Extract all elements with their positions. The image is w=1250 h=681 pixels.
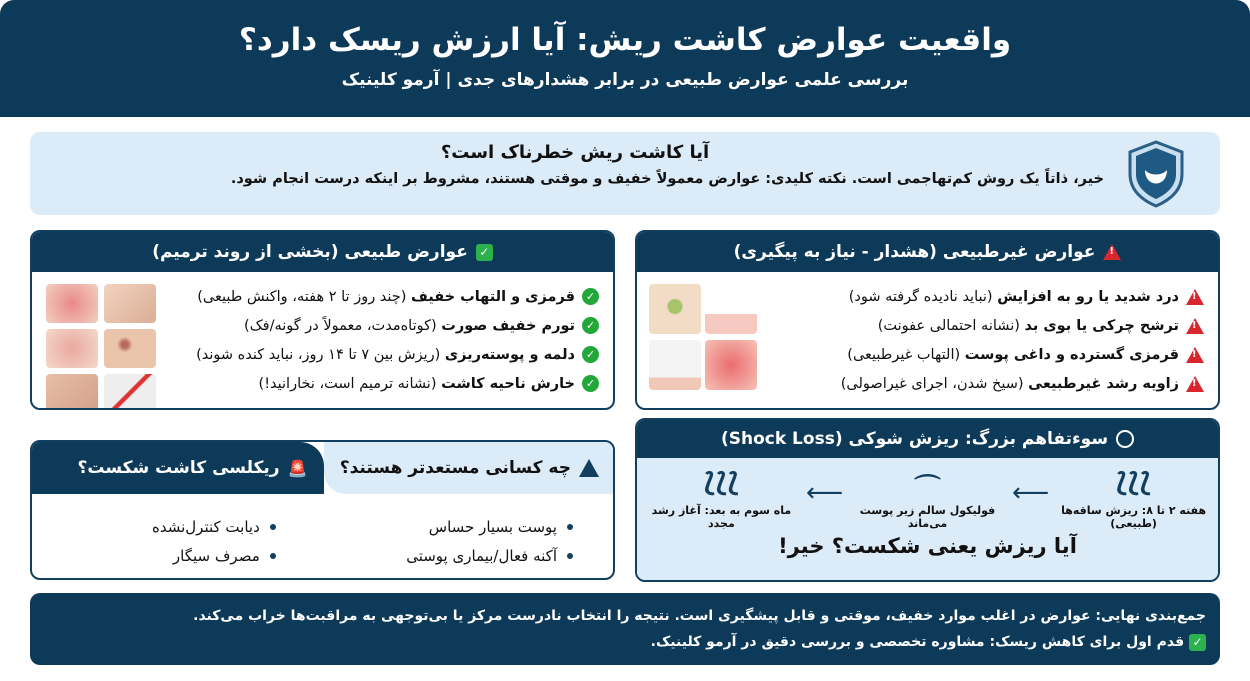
page-title: واقعیت عوارض کاشت ریش: آیا ارزش ریسک دارد؟ bbox=[238, 22, 1012, 58]
item-bold: دلمه و پوسته‌ریزی bbox=[444, 346, 575, 363]
warning-icon bbox=[1186, 289, 1204, 305]
item-text: مصرف سیگار bbox=[172, 546, 260, 565]
shock-title: سوءتفاهم بزرگ: ریزش شوکی (Shock Loss) bbox=[720, 429, 1109, 449]
hair-shedding-icon: ⟆⟆⟆ bbox=[1115, 468, 1152, 498]
item-detail: (التهاب غیرطبیعی) bbox=[847, 346, 965, 363]
list-item bbox=[152, 541, 276, 570]
arrow-icon: ⟵ bbox=[805, 478, 844, 508]
ingrown-hair-illustration bbox=[649, 340, 701, 390]
item-bold: قرمزی گسترده و داغی پوست bbox=[964, 346, 1179, 363]
footer-summary bbox=[30, 593, 1220, 665]
clock-icon bbox=[1116, 430, 1134, 448]
item-detail: (نشانه احتمالی عفونت) bbox=[877, 317, 1025, 334]
check-icon: ✓ bbox=[582, 317, 599, 334]
risk-groups-panel bbox=[30, 440, 615, 580]
risk-title-right: چه کسانی مستعدتر هستند؟ bbox=[339, 458, 571, 478]
check-icon: ✓ bbox=[582, 346, 599, 363]
intro-box bbox=[30, 132, 1220, 215]
intro-answer: خیر، ذاتاً یک روش کم‌تهاجمی است. نکته کلیدی: عوارض معمولاً خفیف و موقتی هستند، مشروط بر اینکه درست انجام شود. bbox=[230, 171, 1104, 187]
risk-list-left bbox=[152, 512, 276, 570]
follicle-icon: ⌒ bbox=[914, 474, 941, 504]
step-regrowth bbox=[637, 468, 806, 530]
swelling-photo bbox=[46, 329, 98, 368]
check-box-icon: ✓ bbox=[476, 244, 493, 261]
shield-beard-icon bbox=[1126, 140, 1186, 208]
step-label: ماه سوم به بعد: آغاز رشد مجدد bbox=[651, 504, 792, 530]
risk-list-right bbox=[406, 512, 573, 570]
page-subtitle: بررسی علمی عوارض طبیعی در برابر هشدارهای جدی | آرمو کلینیک bbox=[341, 70, 909, 90]
warning-illustrations bbox=[651, 284, 757, 390]
redness-photo bbox=[46, 284, 98, 323]
warning-icon bbox=[1103, 244, 1121, 260]
natural-title: عوارض طبیعی (بخشی از روند ترمیم) bbox=[152, 242, 468, 262]
summary-text: جمع‌بندی نهایی: عوارض در اغلب موارد خفیف، موقتی و قابل پیشگیری است. نتیجه را انتخاب نادرست مرکز یا بی‌توجهی به مراقبت‌ها خراب می‌کند. bbox=[193, 608, 1206, 624]
step-follicle bbox=[843, 468, 1012, 530]
face-photo bbox=[104, 284, 156, 323]
list-item bbox=[406, 541, 573, 570]
item-bold: درد شدید یا رو به افزایش bbox=[997, 288, 1179, 305]
step-label: هفته ۲ تا ۸: ریزش ساقه‌ها (طبیعی) bbox=[1061, 504, 1207, 530]
no-scratch-icon bbox=[104, 374, 156, 410]
item-detail: (چند روز تا ۲ هفته، واکنش طبیعی) bbox=[197, 288, 412, 305]
item-bold: ترشح چرکی یا بوی بد bbox=[1024, 317, 1179, 334]
skin-photos bbox=[46, 284, 156, 410]
shock-conclusion: آیا ریزش یعنی شکست؟ خیر! bbox=[778, 534, 1077, 558]
list-item bbox=[406, 512, 573, 541]
step-shedding bbox=[1049, 468, 1218, 530]
hair-regrowth-icon: ⟆⟆⟆ bbox=[703, 468, 740, 498]
abnormal-title: عوارض غیرطبیعی (هشدار - نیاز به پیگیری) bbox=[733, 242, 1096, 262]
abnormal-effects-panel bbox=[635, 230, 1220, 410]
item-bold: قرمزی و التهاب خفیف bbox=[411, 288, 575, 305]
check-box-icon: ✓ bbox=[1189, 634, 1206, 651]
shock-loss-panel bbox=[635, 418, 1220, 582]
item-bold: خارش ناحیه کاشت bbox=[441, 375, 575, 392]
check-icon: ✓ bbox=[582, 288, 599, 305]
redness-illustration bbox=[705, 340, 757, 390]
siren-icon: 🚨 bbox=[287, 458, 308, 478]
arrow-icon: ⟵ bbox=[1011, 478, 1050, 508]
item-bold: تورم خفیف صورت bbox=[441, 317, 575, 334]
item-detail: (ریزش بین ۷ تا ۱۴ روز، نباید کنده شوند) bbox=[196, 346, 445, 363]
step-label: فولیکول سالم زیر پوست می‌ماند bbox=[859, 504, 996, 530]
risk-title-left: ریکلسی کاشت شکست؟ bbox=[77, 458, 280, 478]
warning-icon bbox=[1186, 318, 1204, 334]
pus-drop-illustration bbox=[649, 284, 701, 334]
scab-photo bbox=[104, 329, 156, 368]
item-bold: زاویه رشد غیرطبیعی bbox=[1028, 375, 1179, 392]
warning-icon bbox=[579, 459, 599, 477]
crust-photo bbox=[46, 374, 98, 410]
pain-follicle-illustration bbox=[705, 284, 757, 334]
item-text: آکنه فعال/بیماری پوستی bbox=[406, 546, 557, 565]
item-detail: (کوتاه‌مدت، معمولاً در گونه/فک) bbox=[244, 317, 442, 334]
warning-icon bbox=[1186, 376, 1204, 392]
item-detail: (سیخ شدن، اجرای غیراصولی) bbox=[840, 375, 1029, 392]
cta-text: قدم اول برای کاهش ریسک: مشاوره تخصصی و بررسی دقیق در آرمو کلینیک. bbox=[650, 634, 1185, 650]
header-banner bbox=[0, 0, 1250, 117]
intro-question: آیا کاشت ریش خطرناک است؟ bbox=[440, 142, 710, 163]
list-item bbox=[152, 512, 276, 541]
item-detail: (نشانه ترمیم است، نخارانید!) bbox=[258, 375, 442, 392]
warning-icon bbox=[1186, 347, 1204, 363]
item-text: دیابت کنترل‌نشده bbox=[152, 517, 260, 536]
item-detail: (نباید نادیده گرفته شود) bbox=[848, 288, 998, 305]
item-text: پوست بسیار حساس bbox=[428, 517, 557, 536]
natural-effects-panel bbox=[30, 230, 615, 410]
check-icon: ✓ bbox=[582, 375, 599, 392]
